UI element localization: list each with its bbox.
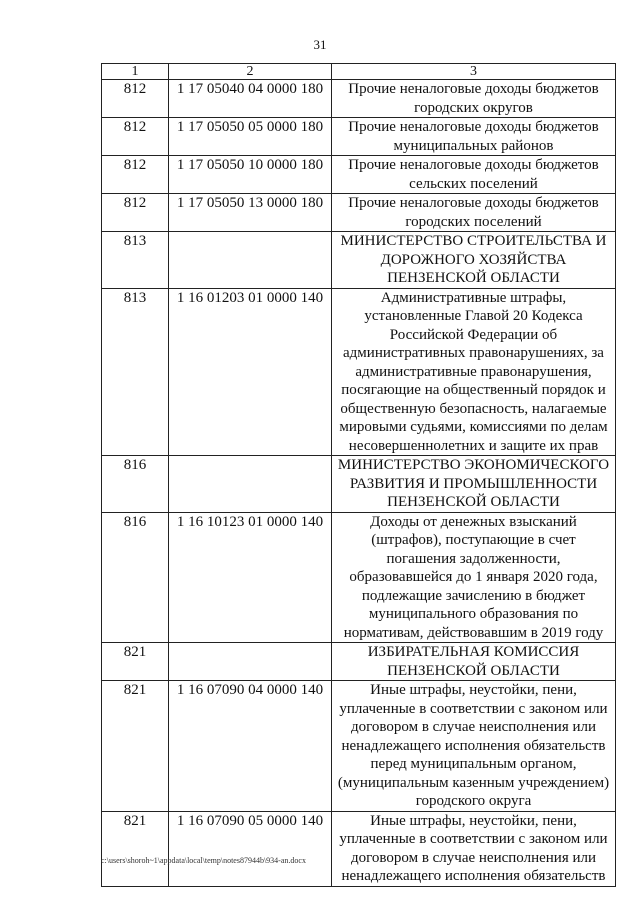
budget-code-cell [169,232,332,289]
budget-code-cell [169,643,332,681]
admin-code-cell: 821 [102,681,169,812]
budget-code-cell: 1 17 05040 04 0000 180 [169,80,332,118]
budget-code-cell: 1 16 07090 04 0000 140 [169,681,332,812]
table-row [102,643,616,681]
column-header-1: 1 [102,64,169,80]
budget-code-cell [169,456,332,513]
table-row [102,232,616,289]
admin-code-cell: 812 [102,118,169,156]
table-row [102,811,616,886]
admin-code-cell: 812 [102,156,169,194]
table-header-row [102,64,616,80]
admin-code-cell: 816 [102,512,169,643]
revenue-name-cell: Прочие неналоговые доходы бюджетов сельских поселений [332,156,616,194]
revenue-name-cell: Административные штрафы, установленные Главой 20 Кодекса Российской Федерации об административных правонарушениях, за административные правонарушения, посягающие на общественный порядок и общественную безопасность, налагаемые мировыми судьями, комиссиями по делам несовершеннолетних и защите их прав [332,288,616,456]
page-number: 31 [313,37,327,52]
organization-name-cell: МИНИСТЕРСТВО СТРОИТЕЛЬСТВА И ДОРОЖНОГО ХОЗЯЙСТВА ПЕНЗЕНСКОЙ ОБЛАСТИ [332,232,616,289]
revenue-name-cell: Прочие неналоговые доходы бюджетов муниципальных районов [332,118,616,156]
revenue-name-cell: Доходы от денежных взысканий (штрафов), поступающие в счет погашения задолженности, образовавшейся до 1 января 2020 года, подлежащие зачислению в бюджет муниципального образования по нормативам, действовавшим в 2019 году [332,512,616,643]
table-row [102,80,616,118]
organization-name-cell: МИНИСТЕРСТВО ЭКОНОМИЧЕСКОГО РАЗВИТИЯ И ПРОМЫШЛЕННОСТИ ПЕНЗЕНСКОЙ ОБЛАСТИ [332,456,616,513]
admin-code-cell: 813 [102,232,169,289]
table-row [102,194,616,232]
table-row [102,156,616,194]
budget-code-cell: 1 17 05050 10 0000 180 [169,156,332,194]
organization-name-cell: ИЗБИРАТЕЛЬНАЯ КОМИССИЯ ПЕНЗЕНСКОЙ ОБЛАСТИ [332,643,616,681]
revenue-name-cell: Прочие неналоговые доходы бюджетов городских округов [332,80,616,118]
table-row [102,288,616,456]
table-row [102,118,616,156]
column-header-3: 3 [332,64,616,80]
revenue-name-cell: Иные штрафы, неустойки, пени, уплаченные в соответствии с законом или договором в случае неисполнения или ненадлежащего исполнения обязательств перед муниципальным органом, (муниципальным казенным учреждением) городского округа [332,681,616,812]
admin-code-cell: 816 [102,456,169,513]
admin-code-cell: 821 [102,643,169,681]
budget-code-cell: 1 16 10123 01 0000 140 [169,512,332,643]
column-header-2: 2 [169,64,332,80]
admin-code-cell: 813 [102,288,169,456]
revenue-name-cell: Иные штрафы, неустойки, пени, уплаченные в соответствии с законом или договором в случае неисполнения или ненадлежащего исполнения обязательств [332,811,616,886]
table-row [102,512,616,643]
budget-code-cell: 1 16 07090 05 0000 140 [169,811,332,886]
table-row [102,456,616,513]
budget-code-cell: 1 17 05050 05 0000 180 [169,118,332,156]
table-row [102,681,616,812]
budget-revenue-table [101,63,616,887]
admin-code-cell: 812 [102,80,169,118]
revenue-name-cell: Прочие неналоговые доходы бюджетов городских поселений [332,194,616,232]
admin-code-cell: 821 [102,811,169,886]
budget-code-cell: 1 16 01203 01 0000 140 [169,288,332,456]
budget-code-cell: 1 17 05050 13 0000 180 [169,194,332,232]
admin-code-cell: 812 [102,194,169,232]
document-file-path: c:\users\shoroh~1\appdata\local\temp\notes87944b\934-an.docx [101,856,306,865]
